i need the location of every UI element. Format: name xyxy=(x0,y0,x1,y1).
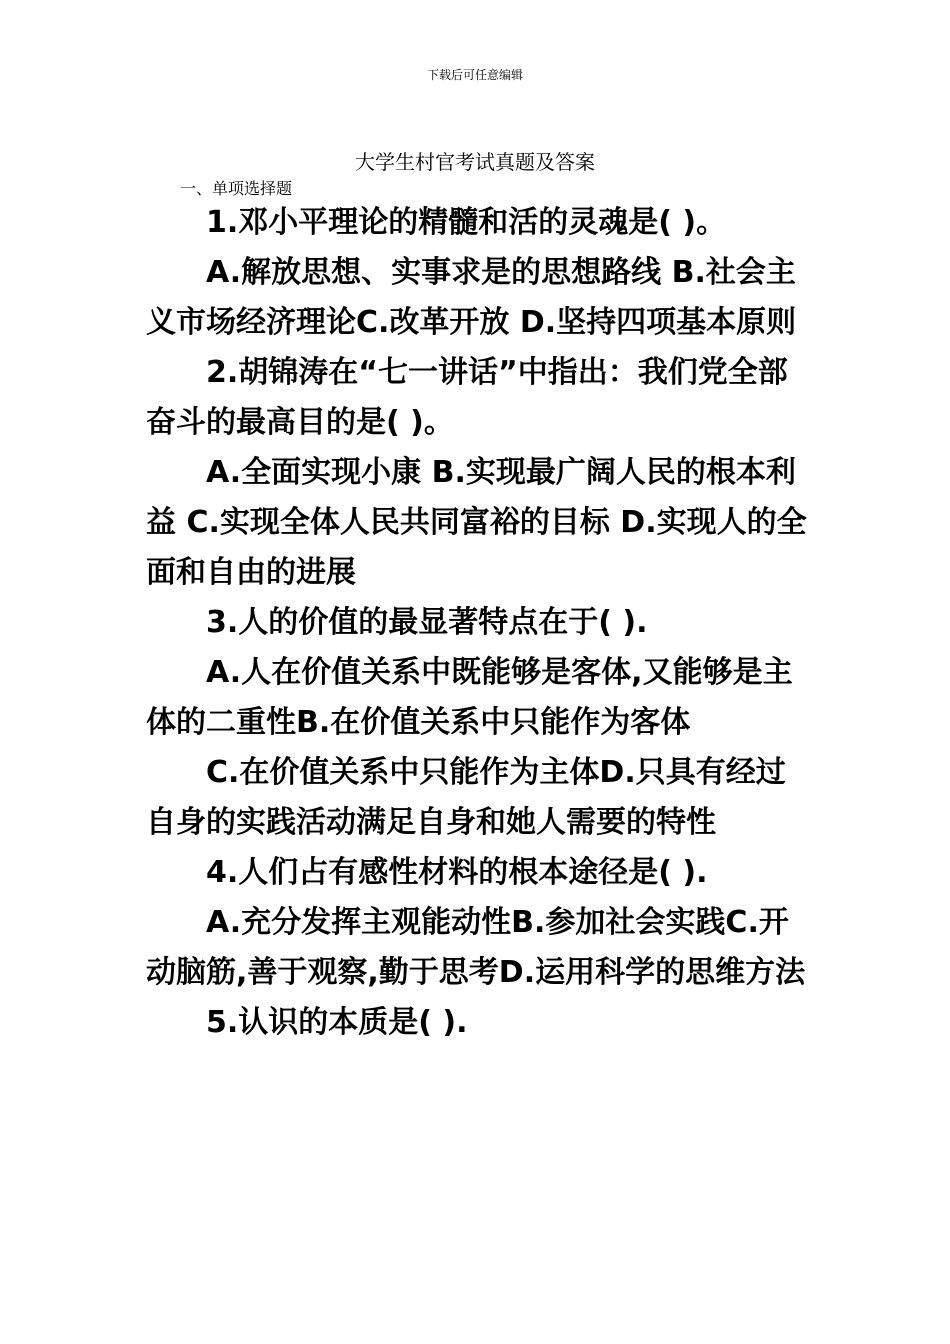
document-title: 大学生村官考试真题及答案 xyxy=(355,150,595,174)
question-3-options-ab: A.人在价值关系中既能够是客体,又能够是主体的二重性B.在价值关系中只能作为客体 xyxy=(146,655,793,740)
question-3: 3.人的价值的最显著特点在于( ). xyxy=(206,605,648,640)
question-5: 5.认识的本质是( ). xyxy=(206,1005,468,1040)
question-3-options-cd: C.在价值关系中只能作为主体D.只具有经过自身的实践活动满足自身和她人需要的特性 xyxy=(146,755,786,840)
question-2: 2.胡锦涛在“七一讲话”中指出：我们党全部奋斗的最高目的是( )。 xyxy=(146,355,788,440)
question-1-options: A.解放思想、实事求是的思想路线 B.社会主义市场经济理论C.改革开放 D.坚持四项基本原则 xyxy=(146,255,797,340)
question-2-options: A.全面实现小康 B.实现最广阔人民的根本利益 C.实现全体人民共同富裕的目标 D.实现人的全面和自由的进展 xyxy=(146,455,807,590)
document-body xyxy=(146,198,810,1048)
header-note: 下载后可任意编辑 xyxy=(426,68,523,82)
section-heading: 一、单项选择题 xyxy=(180,179,293,198)
question-4-options: A.充分发挥主观能动性B.参加社会实践C.开动脑筋,善于观察,勤于思考D.运用科学的思维方法 xyxy=(146,905,806,990)
question-4: 4.人们占有感性材料的根本途径是( ). xyxy=(206,855,708,890)
question-1: 1.邓小平理论的精髓和活的灵魂是( )。 xyxy=(206,205,727,240)
